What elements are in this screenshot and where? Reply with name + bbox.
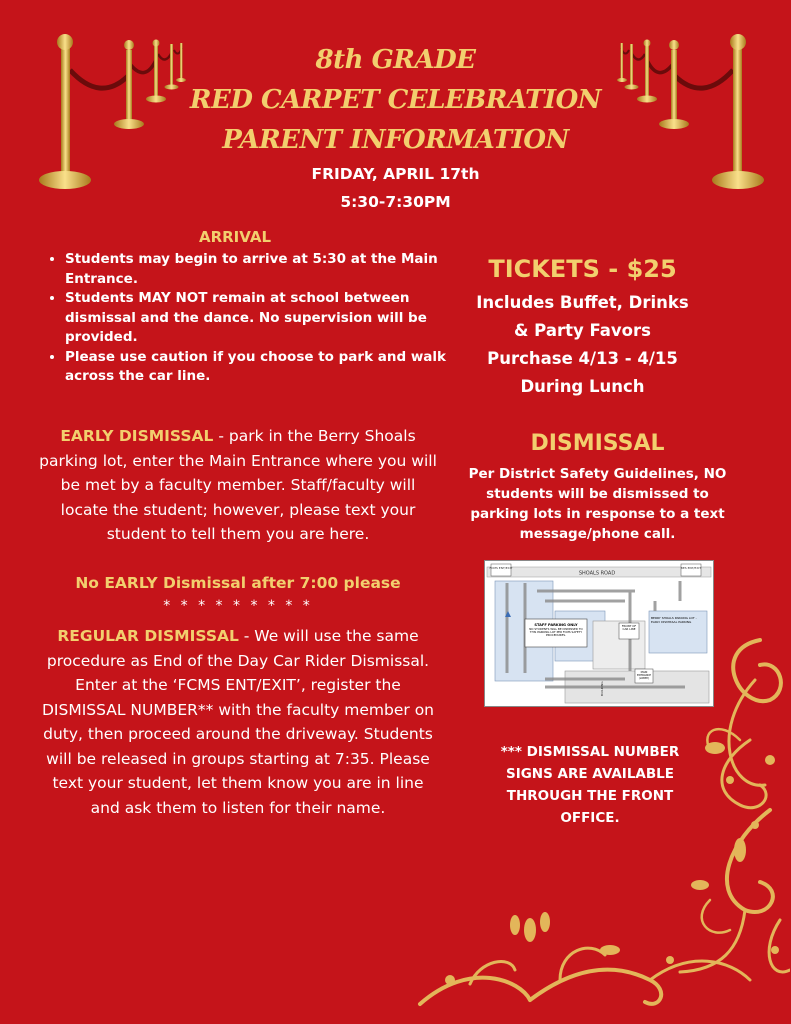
gold-swirl-decoration bbox=[410, 620, 790, 1024]
separator: * * * * * * * * * bbox=[163, 598, 313, 614]
map-bes-label: BES ENT/EXIT bbox=[680, 566, 702, 570]
dismissal-heading: DISMISSAL bbox=[530, 431, 665, 456]
title-line-2: RED CARPET CELEBRATION bbox=[189, 85, 602, 115]
map-main-label: MAIN ENTRANCE (LOBBY) bbox=[636, 671, 652, 680]
map-berry-label: BERRY SHOALS PARKING LOT - EARLY DISMISSAL PARKING bbox=[651, 617, 697, 624]
tickets-heading: TICKETS - $25 bbox=[488, 255, 677, 283]
map-fcms-label: FCMS ENT/EXIT bbox=[489, 566, 513, 570]
list-item: • Students MAY NOT remain at school between dismissal and the dance. No supervision will be provided. bbox=[65, 289, 465, 348]
map-staff-note: NO STUDENTS WILL BE DISMISSED TO THIS PARKING LOT PER FCMS SAFETY PROCEDURES. bbox=[529, 628, 583, 638]
map-road-label: SHOALS ROAD bbox=[578, 570, 616, 577]
signs-note: *** DISMISSAL NUMBER SIGNS ARE AVAILABLE THROUGH THE FRONT OFFICE. bbox=[500, 744, 680, 826]
tickets-line: Purchase 4/13 - 4/15 bbox=[487, 349, 678, 368]
arrival-list bbox=[40, 250, 465, 387]
regular-dismissal-label: REGULAR DISMISSAL bbox=[57, 627, 239, 645]
tickets-line: Includes Buffet, Drinks bbox=[476, 293, 689, 312]
event-datetime bbox=[220, 160, 571, 216]
tickets-line: During Lunch bbox=[520, 377, 645, 396]
early-dismissal-label: EARLY DISMISSAL bbox=[60, 427, 214, 445]
event-time: 5:30-7:30PM bbox=[340, 193, 451, 211]
early-dismissal-note: No EARLY Dismissal after 7:00 please bbox=[75, 574, 401, 592]
list-item: • Students may begin to arrive at 5:30 at the Main Entrance. bbox=[65, 250, 465, 289]
tickets-line: & Party Favors bbox=[514, 321, 651, 340]
early-dismissal-paragraph bbox=[38, 424, 438, 547]
map-front-label: FRONT OF CAR LINE bbox=[621, 625, 637, 632]
tickets-details bbox=[455, 289, 710, 401]
list-item: • Please use caution if you choose to park and walk across the car line. bbox=[65, 348, 465, 387]
dismissal-text: Per District Safety Guidelines, NO students will be dismissed to parking lots in response to a text message/phone call. bbox=[468, 466, 727, 542]
title-line-3: PARENT INFORMATION bbox=[222, 125, 569, 155]
regular-dismissal-text: - We will use the same procedure as End of the Day Car Rider Dismissal. Enter at the ‘FCMS ENT/EXIT’, register the DISMISSAL NUMBER** with the faculty member on duty, then proceed around the driveway. Students will be released in groups starting at 7:35. Please text your student, let them know you are in line and ask them to listen for their name. bbox=[41, 627, 435, 817]
title-line-1: 8th GRADE bbox=[315, 45, 476, 75]
map-staff-label: STAFF PARKING ONLY bbox=[534, 623, 578, 627]
arrival-heading: ARRIVAL bbox=[198, 228, 272, 246]
map-building-label: BUILDING bbox=[600, 681, 604, 696]
regular-dismissal-paragraph bbox=[38, 624, 438, 820]
page-title bbox=[160, 40, 631, 160]
early-dismissal-text: - park in the Berry Shoals parking lot, enter the Main Entrance where you will be met by a faculty member. Staff/faculty will locate the student; however, please text your student to tell them you are here. bbox=[39, 427, 437, 543]
event-date: FRIDAY, APRIL 17th bbox=[311, 165, 480, 183]
